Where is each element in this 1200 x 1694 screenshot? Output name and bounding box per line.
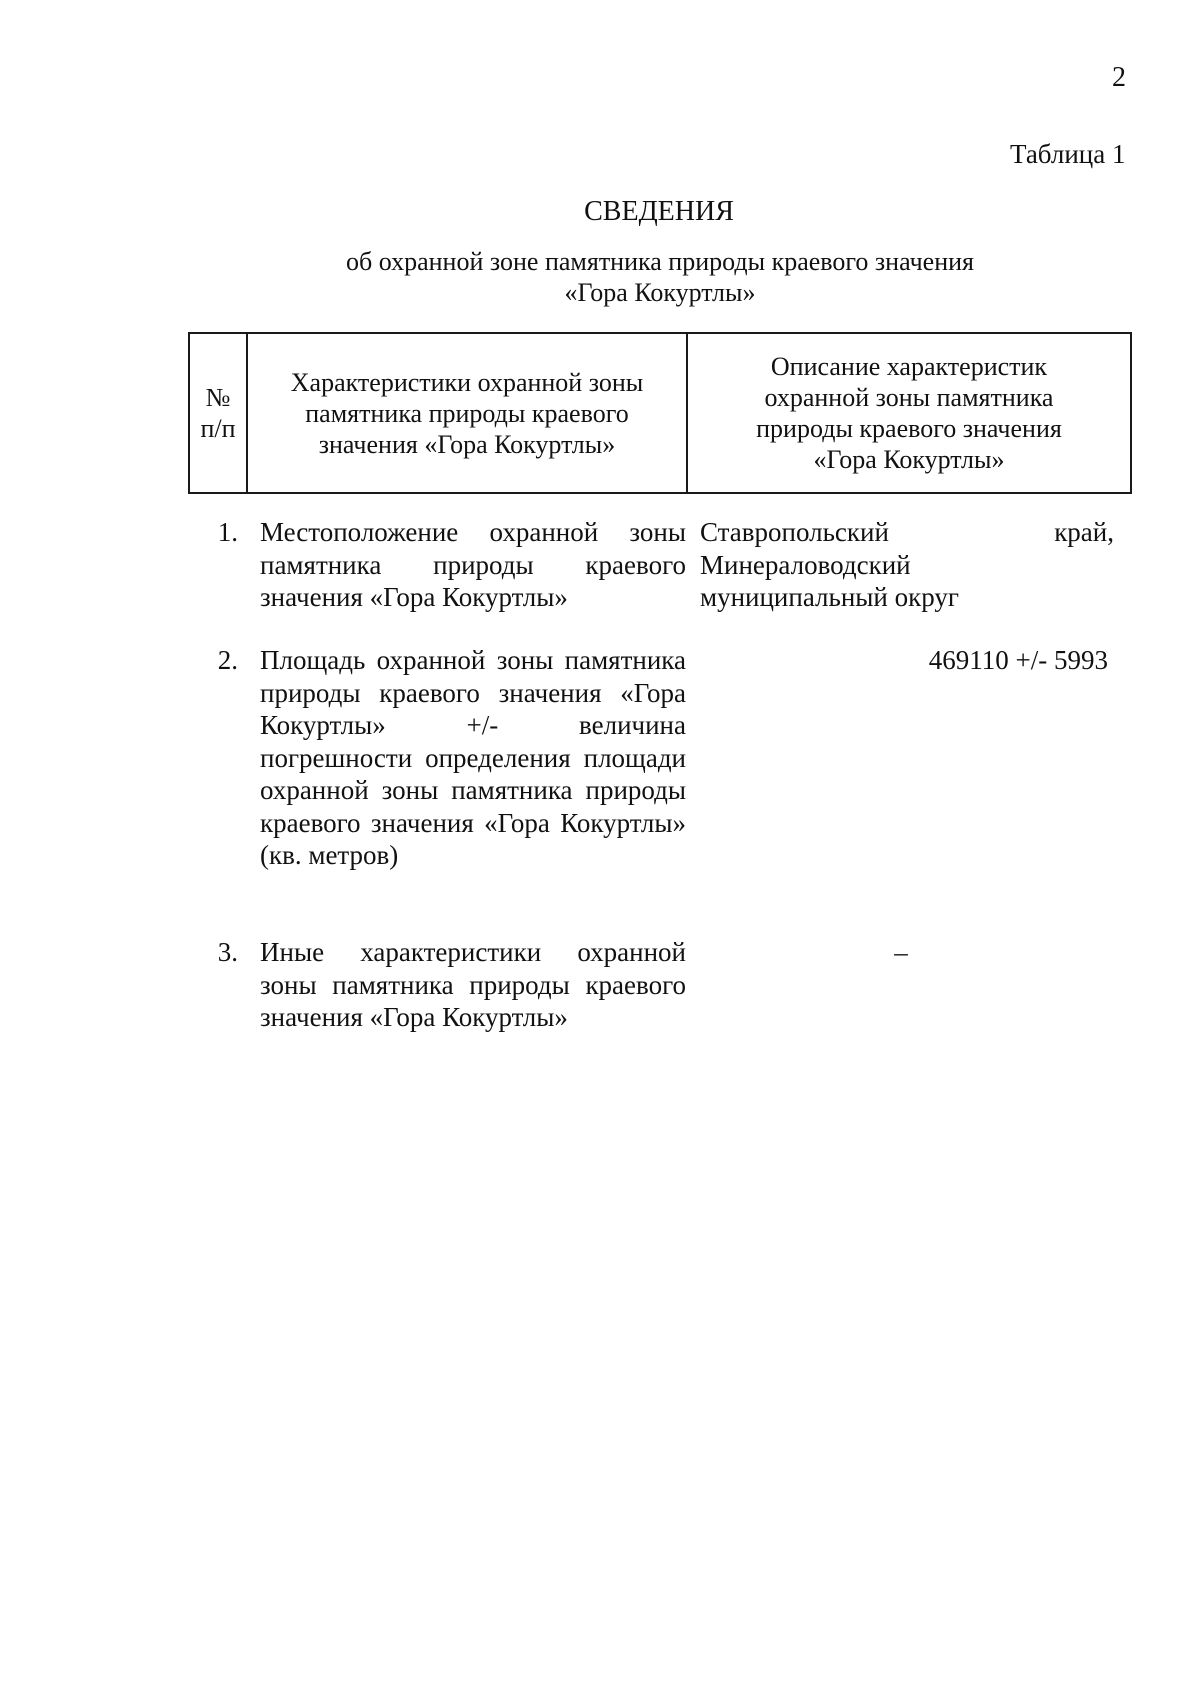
row-description: –	[894, 937, 908, 967]
row-number: 3.	[217, 937, 238, 967]
row-description	[700, 516, 1114, 614]
header-number	[190, 334, 248, 492]
document-subtitle	[250, 246, 1070, 308]
row-description-district: Минераловодский муниципальный округ	[700, 549, 959, 612]
row-description: 469110 +/- 5993	[928, 645, 1108, 675]
header-characteristic	[248, 334, 688, 492]
document-title: СВЕДЕНИЯ	[584, 196, 734, 227]
row-characteristic: Местоположение охранной зоны памятника природы краевого значения «Гора Кокуртлы»	[260, 517, 686, 612]
row-number: 1.	[217, 517, 238, 547]
row-description-krai: край,	[1054, 517, 1114, 547]
table-label: Таблица 1	[1010, 139, 1126, 169]
header-number-text: № п/п	[200, 383, 236, 443]
row-number: 2.	[217, 645, 238, 675]
row-description-region: Ставропольский	[700, 517, 889, 547]
row-characteristic: Иные характеристики охранной зоны памятника природы краевого значения «Гора Кокуртлы»	[260, 937, 686, 1032]
page-number: 2	[1112, 62, 1126, 93]
header-characteristic-text: Характеристики охранной зоны памятника природы краевого значения «Гора Кокуртлы»	[290, 367, 644, 459]
header-description-text: Описание характеристик охранной зоны памятника природы краевого значения «Гора Кокуртлы»	[756, 352, 1062, 474]
table-header	[188, 332, 1132, 494]
header-description	[688, 334, 1130, 492]
row-characteristic: Площадь охранной зоны памятника природы краевого значения «Гора Кокуртлы» +/- величина погрешности определения площади охранной зоны памятника природы краевого значения «Гора Кокуртлы» (кв. метров)	[260, 645, 686, 870]
subtitle-line-2: «Гора Кокуртлы»	[564, 278, 756, 307]
subtitle-line-1: об охранной зоне памятника природы краевого значения	[346, 247, 974, 276]
